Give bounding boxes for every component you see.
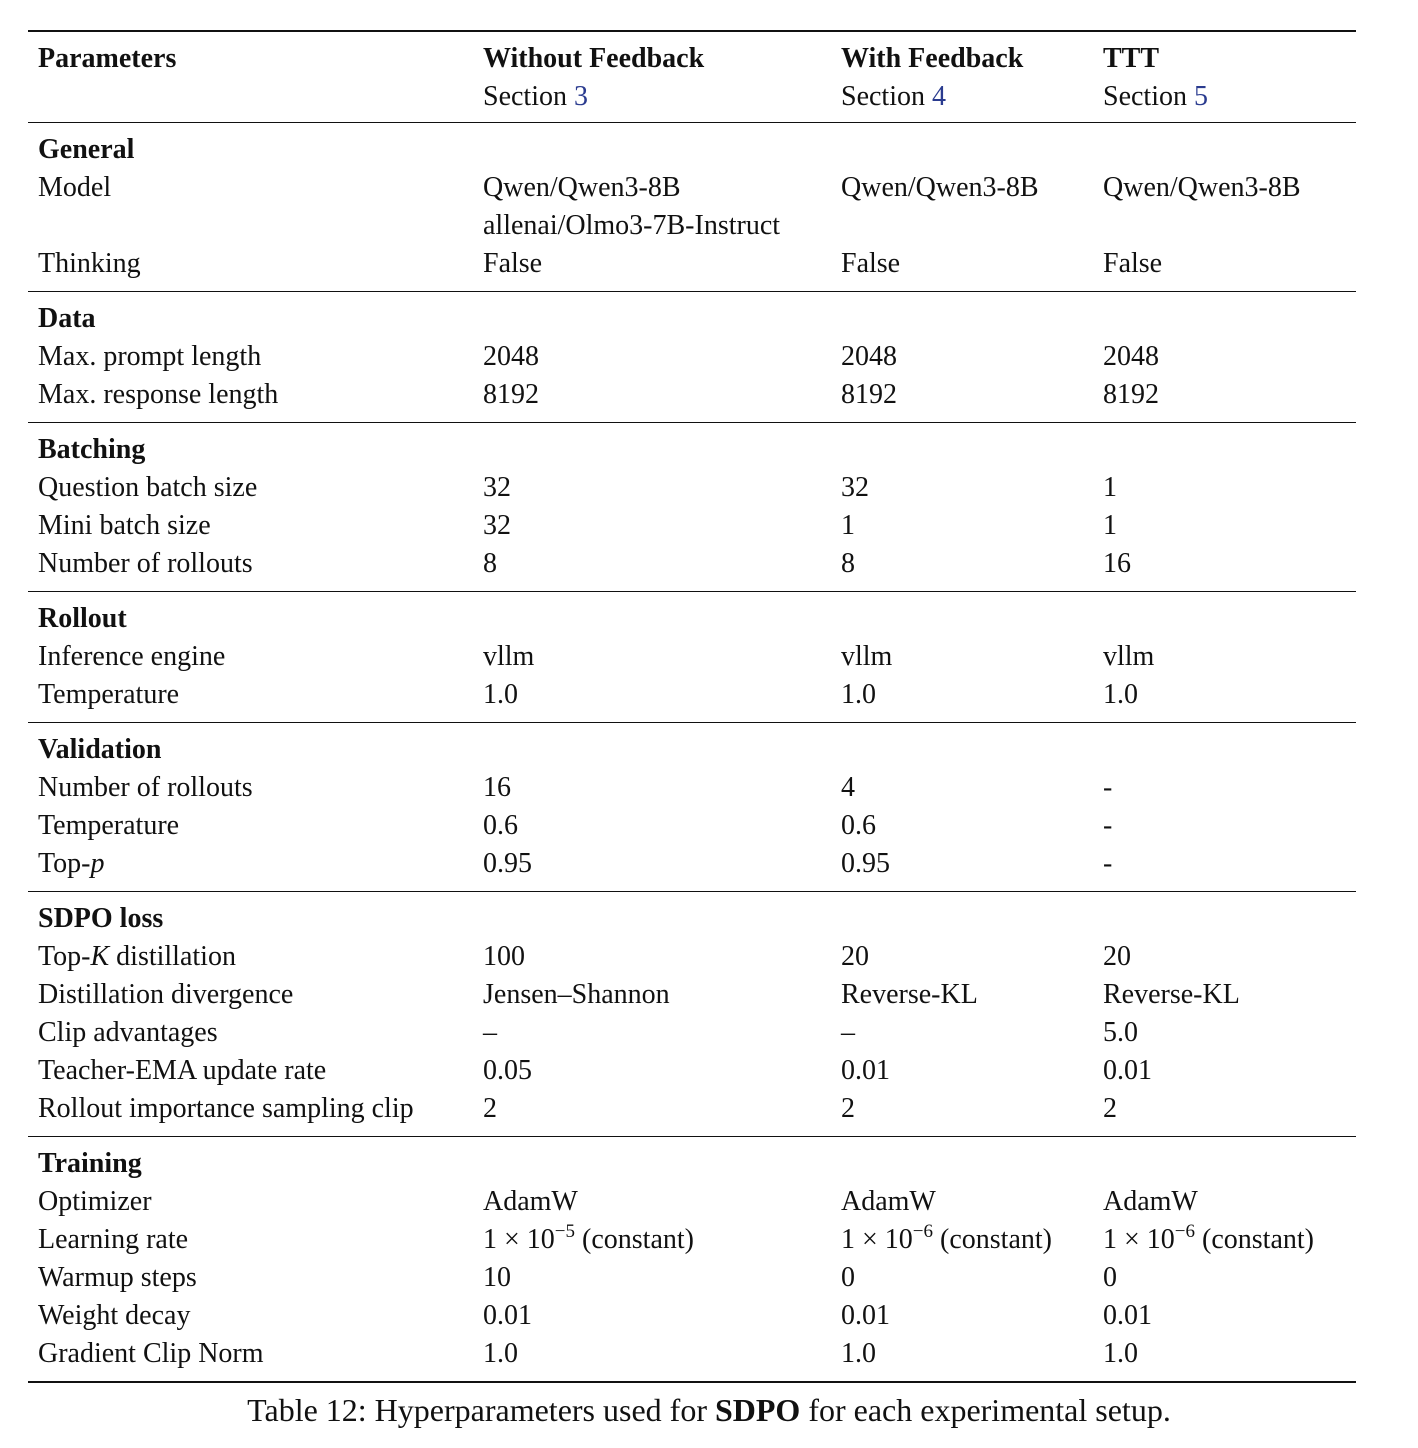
cell-value: 8: [841, 548, 855, 579]
cell-value: 4: [841, 772, 855, 803]
row-label: Number of rollouts: [38, 548, 253, 579]
row-label: Teacher-EMA update rate: [38, 1055, 327, 1086]
cell-value: 0.6: [483, 810, 518, 841]
group-batching-row: [28, 423, 1356, 470]
cell-value: 16: [483, 772, 511, 803]
cell-value: vllm: [1103, 641, 1155, 672]
group-title-rollout: Rollout: [38, 603, 127, 634]
table-row: [28, 1259, 1356, 1297]
cell-value: 32: [841, 472, 869, 503]
cell-value: Qwen/Qwen3-8B allenai/Olmo3-7B-Instruct: [483, 172, 781, 241]
section-4-link[interactable]: 4: [932, 81, 946, 112]
table-row: [28, 845, 1356, 892]
cell-value: 0: [841, 1262, 855, 1293]
cell-value: –: [841, 1017, 855, 1048]
cell-value: False: [841, 248, 901, 279]
cell-value: Reverse-KL: [1103, 979, 1240, 1010]
cell-value: 32: [483, 510, 511, 541]
cell-value: -: [1103, 772, 1113, 803]
table-row: [28, 169, 1356, 245]
cell-value: -: [1103, 848, 1113, 879]
cell-value: 0.01: [841, 1300, 890, 1331]
table-row: [28, 1183, 1356, 1221]
cell-value: 1.0: [841, 1338, 876, 1369]
group-title-batching: Batching: [38, 434, 146, 465]
header-section-ref-3: Section 5: [1103, 81, 1208, 112]
cell-value: $1 \times 10^{-5}$ (constant): [483, 1220, 694, 1255]
row-label: Gradient Clip Norm: [38, 1338, 264, 1369]
row-label: Top-K distillation: [38, 941, 236, 972]
row-label: Rollout importance sampling clip: [38, 1093, 414, 1124]
caption-method: SDPO: [714, 1392, 801, 1428]
group-title-general: General: [38, 134, 135, 165]
cell-value: 32: [483, 472, 511, 503]
row-label: Model: [38, 172, 112, 203]
cell-value: AdamW: [1103, 1186, 1198, 1217]
table-row: [28, 1014, 1356, 1052]
cell-value: Qwen/Qwen3-8B: [841, 172, 1039, 203]
row-label: Thinking: [38, 248, 141, 279]
cell-value: 1.0: [1103, 1338, 1138, 1369]
group-rollout-row: [28, 592, 1356, 639]
table-row: [28, 676, 1356, 723]
table-row: [28, 1090, 1356, 1137]
cell-value: vllm: [483, 641, 535, 672]
cell-value: 8: [483, 548, 497, 579]
cell-value: –: [483, 1017, 497, 1048]
hyperparameter-table: [28, 30, 1356, 1383]
row-label: Number of rollouts: [38, 772, 253, 803]
header-row: [28, 31, 1356, 78]
table-row: [28, 1221, 1356, 1259]
row-label: Mini batch size: [38, 510, 211, 541]
cell-value: 2: [483, 1093, 497, 1124]
group-sdpo-loss-row: [28, 892, 1356, 939]
table-row: [28, 469, 1356, 507]
header-section-row: [28, 78, 1356, 123]
cell-value: 1.0: [1103, 679, 1138, 710]
cell-value: 1: [841, 510, 855, 541]
row-label: Learning rate: [38, 1224, 189, 1255]
table-row: [28, 1052, 1356, 1090]
table-row: [28, 245, 1356, 292]
cell-value: 8192: [1103, 379, 1159, 410]
cell-value: 0.6: [841, 810, 876, 841]
cell-value: 2048: [841, 341, 897, 372]
row-label: Warmup steps: [38, 1262, 197, 1293]
cell-value: 0.95: [483, 848, 532, 879]
header-parameters: Parameters: [38, 43, 177, 74]
row-label: Inference engine: [38, 641, 226, 672]
cell-value: 0.01: [483, 1300, 532, 1331]
cell-value: 2048: [1103, 341, 1159, 372]
group-data-row: [28, 292, 1356, 339]
cell-value: 0.01: [841, 1055, 890, 1086]
header-section-ref-1: Section 3: [483, 81, 588, 112]
group-title-data: Data: [38, 303, 96, 334]
table-row: [28, 507, 1356, 545]
cell-value: 20: [841, 941, 869, 972]
cell-value: 2: [841, 1093, 855, 1124]
cell-value: 1.0: [483, 679, 518, 710]
header-section-ref-2: Section 4: [841, 81, 946, 112]
cell-value: 16: [1103, 548, 1131, 579]
cell-value: 2048: [483, 341, 539, 372]
header-with-feedback: With Feedback: [841, 43, 1024, 74]
cell-value: 10: [483, 1262, 511, 1293]
table-row: [28, 1335, 1356, 1382]
cell-value: 1.0: [483, 1338, 518, 1369]
table-caption: Table 12: Hyperparameters used for SDPO for each experimental setup.: [247, 1392, 1171, 1428]
cell-value: 20: [1103, 941, 1131, 972]
group-training-row: [28, 1137, 1356, 1184]
table-row: [28, 769, 1356, 807]
cell-value: vllm: [841, 641, 893, 672]
row-label: Distillation divergence: [38, 979, 294, 1010]
cell-value: 1.0: [841, 679, 876, 710]
table-row: [28, 938, 1356, 976]
cell-value: 0.01: [1103, 1055, 1152, 1086]
group-title-validation: Validation: [38, 734, 162, 765]
table-row: [28, 807, 1356, 845]
group-general-row: [28, 123, 1356, 170]
table-row: [28, 338, 1356, 376]
cell-value: $1 \times 10^{-6}$ (constant): [841, 1220, 1052, 1255]
cell-value: 100: [483, 941, 525, 972]
cell-value: 2: [1103, 1093, 1117, 1124]
row-label: Top-p: [38, 848, 105, 879]
row-label: Clip advantages: [38, 1017, 218, 1048]
cell-value: Jensen–Shannon: [483, 979, 670, 1010]
cell-value: $1 \times 10^{-6}$ (constant): [1103, 1220, 1314, 1255]
cell-value: 5.0: [1103, 1017, 1138, 1048]
row-label: Temperature: [38, 810, 180, 841]
cell-value: 0.95: [841, 848, 890, 879]
cell-value: False: [483, 248, 543, 279]
header-without-feedback: Without Feedback: [483, 43, 705, 74]
table-row: [28, 1297, 1356, 1335]
cell-value: 8192: [841, 379, 897, 410]
cell-value: 1: [1103, 472, 1117, 503]
row-label: Weight decay: [38, 1300, 191, 1331]
cell-value: 1: [1103, 510, 1117, 541]
table-row: [28, 545, 1356, 592]
group-validation-row: [28, 723, 1356, 770]
table-row: [28, 976, 1356, 1014]
cell-value: 0.01: [1103, 1300, 1152, 1331]
cell-value: 0.05: [483, 1055, 532, 1086]
cell-value: -: [1103, 810, 1113, 841]
row-label: Temperature: [38, 679, 180, 710]
table-row: [28, 376, 1356, 423]
cell-value: False: [1103, 248, 1163, 279]
row-label: Max. response length: [38, 379, 279, 410]
cell-value: Reverse-KL: [841, 979, 978, 1010]
row-label: Question batch size: [38, 472, 258, 503]
section-3-link[interactable]: 3: [574, 81, 588, 112]
row-label: Max. prompt length: [38, 341, 262, 372]
table-row: [28, 638, 1356, 676]
cell-value: AdamW: [483, 1186, 578, 1217]
cell-value: AdamW: [841, 1186, 936, 1217]
row-label: Optimizer: [38, 1186, 152, 1217]
section-5-link[interactable]: 5: [1194, 81, 1208, 112]
cell-value: Qwen/Qwen3-8B: [1103, 172, 1301, 203]
cell-value: 8192: [483, 379, 539, 410]
cell-value: 0: [1103, 1262, 1117, 1293]
group-title-training: Training: [38, 1148, 142, 1179]
group-title-sdpo-loss: SDPO loss: [38, 903, 164, 934]
header-ttt: TTT: [1103, 43, 1160, 74]
